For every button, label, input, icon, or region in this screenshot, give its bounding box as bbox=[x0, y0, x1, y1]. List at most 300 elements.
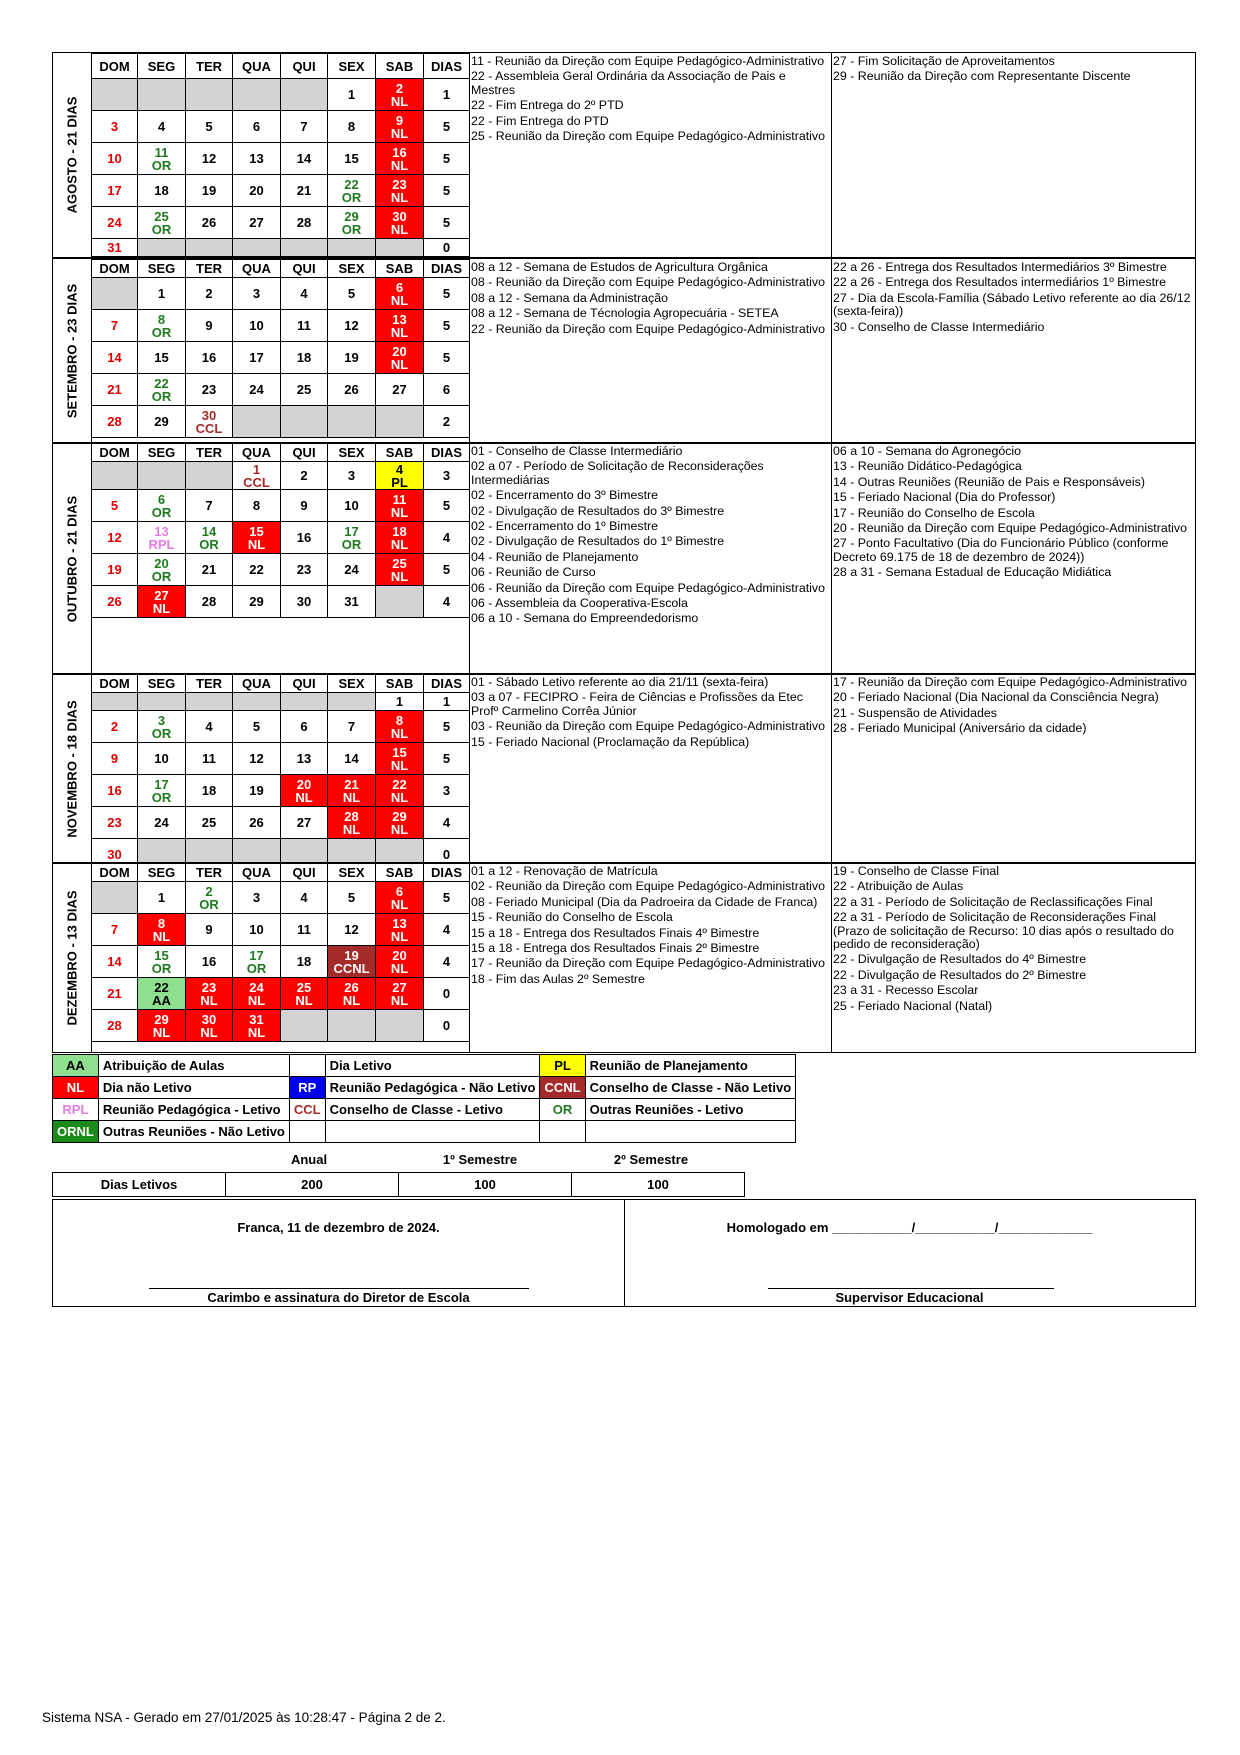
day-cell bbox=[328, 143, 376, 175]
event-item: 28 - Feriado Municipal (Aniversário da cidade) bbox=[833, 721, 1087, 736]
week-days-count bbox=[424, 310, 470, 342]
day-number: 15 bbox=[154, 947, 169, 963]
days-count-value: 1 bbox=[442, 87, 451, 102]
day-code: NL bbox=[390, 928, 409, 944]
day-cell bbox=[186, 342, 233, 374]
day-number: 26 bbox=[201, 215, 217, 230]
event-item: 22 - Atribuição de Aulas bbox=[833, 879, 964, 894]
day-cell bbox=[138, 711, 186, 743]
day-number: 24 bbox=[154, 815, 169, 830]
day-cell bbox=[281, 586, 328, 618]
day-number: 27 bbox=[249, 215, 264, 230]
divider bbox=[831, 443, 832, 674]
day-cell bbox=[328, 310, 376, 342]
day-number: 4 bbox=[205, 719, 213, 734]
day-number: 13 bbox=[154, 523, 169, 539]
day-cell bbox=[281, 775, 328, 807]
day-code: NL bbox=[200, 1024, 218, 1040]
week-days-count bbox=[424, 807, 470, 839]
day-cell bbox=[186, 374, 233, 406]
day-number: 26 bbox=[344, 979, 359, 995]
day-code: NL bbox=[390, 125, 409, 141]
month-calendar-grid bbox=[91, 863, 470, 1042]
week-row bbox=[92, 278, 470, 310]
page-footer: Sistema NSA - Gerado em 27/01/2025 às 10:28:47 - Página 2 de 2. bbox=[42, 1710, 446, 1725]
day-code: NL bbox=[390, 189, 409, 205]
day-number: 7 bbox=[110, 318, 119, 333]
day-cell bbox=[92, 143, 138, 175]
day-cell bbox=[281, 143, 328, 175]
month-label bbox=[53, 53, 92, 257]
day-cell bbox=[233, 839, 281, 865]
day-number: 19 bbox=[249, 783, 264, 798]
day-number: 1 bbox=[395, 694, 404, 709]
day-cell bbox=[233, 310, 281, 342]
divider bbox=[831, 674, 832, 863]
week-row bbox=[92, 946, 470, 978]
event-item: 27 - Dia da Escola-Família (Sábado Letivo referente ao dia 26/12 (sexta-feira)) bbox=[833, 290, 1191, 319]
legend-description: Conselho de Classe - Letivo bbox=[325, 1099, 540, 1121]
week-row bbox=[92, 490, 470, 522]
day-code: NL bbox=[342, 992, 361, 1008]
day-cell bbox=[138, 586, 186, 618]
days-count-value: 5 bbox=[442, 286, 451, 301]
weekday-header: SEX bbox=[328, 864, 376, 882]
week-row bbox=[92, 1010, 470, 1042]
day-number: 16 bbox=[392, 144, 407, 160]
week-days-count bbox=[424, 554, 470, 586]
day-code: OR bbox=[151, 504, 172, 520]
week-row bbox=[92, 342, 470, 374]
day-cell bbox=[186, 743, 233, 775]
day-cell bbox=[233, 342, 281, 374]
week-days-count bbox=[424, 175, 470, 207]
legend-description: Dia não Letivo bbox=[98, 1077, 289, 1099]
day-cell bbox=[233, 554, 281, 586]
day-cell bbox=[92, 586, 138, 618]
day-cell bbox=[376, 1010, 424, 1042]
month-block bbox=[52, 442, 1196, 675]
event-item: 28 a 31 - Semana Estadual de Educação Midiática bbox=[833, 565, 1112, 580]
event-item: 03 a 07 - FECIPRO - Feira de Ciências e Profissões da Etec Profº Carmelino Corrêa Júnior bbox=[471, 690, 803, 718]
days-count-value: 4 bbox=[442, 594, 451, 609]
month-block bbox=[52, 52, 1196, 258]
week-days-count bbox=[424, 693, 470, 711]
days-count-value: 5 bbox=[442, 119, 451, 134]
day-code: CCNL bbox=[333, 960, 370, 976]
week-row bbox=[92, 693, 470, 711]
event-item: 30 - Conselho de Classe Intermediário bbox=[833, 319, 1045, 334]
day-cell bbox=[376, 143, 424, 175]
day-cell bbox=[328, 522, 376, 554]
day-cell bbox=[328, 79, 376, 111]
days-count-value: 1 bbox=[442, 694, 451, 709]
day-number: 5 bbox=[347, 890, 356, 905]
weekday-header: SAB bbox=[376, 864, 424, 882]
week-row bbox=[92, 554, 470, 586]
day-cell bbox=[376, 462, 424, 490]
day-cell bbox=[328, 946, 376, 978]
event-item: 15 - Feriado Nacional (Dia do Professor) bbox=[833, 490, 1056, 505]
day-cell bbox=[281, 175, 328, 207]
day-cell bbox=[186, 807, 233, 839]
day-cell bbox=[376, 807, 424, 839]
event-item: 22 a 31 - Período de Solicitação de Reconsiderações Final (Prazo de solicitação de Recurso: 10 dias após o resultado do pedido de reconsideração) bbox=[833, 910, 1174, 952]
day-code: NL bbox=[390, 157, 409, 173]
day-cell bbox=[138, 978, 186, 1010]
month-label-text: OUTUBRO - 21 DIAS bbox=[64, 495, 80, 622]
day-cell bbox=[281, 490, 328, 522]
week-row bbox=[92, 111, 470, 143]
weekday-header-row bbox=[92, 864, 470, 882]
weekday-header: SEG bbox=[138, 675, 186, 693]
divider bbox=[469, 259, 470, 443]
day-cell bbox=[138, 342, 186, 374]
weekday-header-row bbox=[92, 260, 470, 278]
month-calendar-grid bbox=[91, 443, 470, 618]
week-days-count bbox=[424, 946, 470, 978]
week-row bbox=[92, 839, 470, 865]
day-code: NL bbox=[390, 821, 409, 837]
day-cell bbox=[328, 406, 376, 438]
weekday-header: QUA bbox=[233, 675, 281, 693]
day-code: OR bbox=[151, 388, 172, 404]
day-cell bbox=[186, 207, 233, 239]
event-item: 22 - Reunião da Direção com Equipe Pedagógico-Administrativo bbox=[471, 321, 826, 336]
event-item: 20 - Feriado Nacional (Dia Nacional da Consciência Negra) bbox=[833, 690, 1159, 705]
divider bbox=[469, 863, 470, 1052]
event-item: 15 - Feriado Nacional (Proclamação da República) bbox=[471, 734, 750, 749]
weekday-header: TER bbox=[186, 444, 233, 462]
event-item: 22 a 26 - Entrega dos Resultados Intermediários 3º Bimestre bbox=[833, 260, 1167, 274]
day-cell bbox=[138, 914, 186, 946]
events-right-column bbox=[833, 443, 1193, 674]
event-item: 27 - Fim Solicitação de Aproveitamentos bbox=[833, 54, 1055, 68]
legend-description bbox=[325, 1121, 540, 1143]
day-number: 27 bbox=[392, 979, 407, 995]
event-item: 22 - Fim Entrega do PTD bbox=[471, 113, 609, 128]
days-count-value: 4 bbox=[442, 922, 451, 937]
month-block bbox=[52, 673, 1196, 864]
day-cell bbox=[186, 711, 233, 743]
day-code: CCL bbox=[195, 420, 223, 436]
day-number: 4 bbox=[157, 119, 166, 134]
event-item: 14 - Outras Reuniões (Reunião de Pais e Responsáveis) bbox=[833, 474, 1145, 489]
day-cell bbox=[376, 111, 424, 143]
day-cell bbox=[92, 175, 138, 207]
weekday-header: SEG bbox=[138, 54, 186, 79]
day-number: 14 bbox=[344, 751, 359, 766]
day-cell bbox=[328, 490, 376, 522]
week-row bbox=[92, 711, 470, 743]
day-number: 2 bbox=[110, 719, 119, 734]
day-cell bbox=[376, 239, 424, 257]
week-row bbox=[92, 239, 470, 257]
day-number: 10 bbox=[344, 498, 359, 513]
event-item: 11 - Reunião da Direção com Equipe Pedagógico-Administrativo bbox=[471, 54, 825, 68]
day-number: 30 bbox=[201, 1011, 217, 1027]
events-left-column bbox=[471, 863, 827, 1052]
day-cell bbox=[281, 310, 328, 342]
day-code: NL bbox=[390, 725, 409, 741]
event-item: 17 - Reunião do Conselho de Escola bbox=[833, 505, 1035, 520]
days-count-value: 4 bbox=[442, 530, 451, 545]
week-row bbox=[92, 882, 470, 914]
day-code: NL bbox=[390, 504, 409, 520]
day-cell bbox=[138, 111, 186, 143]
day-number: 15 bbox=[249, 523, 264, 539]
event-item: 20 - Reunião da Direção com Equipe Pedagógico-Administrativo bbox=[833, 521, 1188, 536]
weekday-header: QUA bbox=[233, 54, 281, 79]
month-calendar-grid bbox=[91, 53, 470, 257]
day-cell bbox=[138, 522, 186, 554]
weekday-header: TER bbox=[186, 54, 233, 79]
day-cell bbox=[138, 207, 186, 239]
day-cell bbox=[186, 1010, 233, 1042]
day-cell bbox=[328, 278, 376, 310]
day-number: 22 bbox=[392, 776, 407, 792]
days-count-value: 5 bbox=[442, 498, 451, 513]
day-number: 10 bbox=[107, 151, 122, 166]
day-cell bbox=[281, 278, 328, 310]
day-number: 7 bbox=[205, 498, 213, 513]
day-number: 30 bbox=[392, 208, 407, 224]
day-cell bbox=[92, 522, 138, 554]
day-cell bbox=[281, 374, 328, 406]
legend-description: Reunião de Planejamento bbox=[585, 1055, 796, 1077]
day-code: NL bbox=[390, 536, 409, 552]
summary-header-sem2: 2º Semestre bbox=[613, 1152, 689, 1167]
legend-code: CCL bbox=[289, 1099, 325, 1121]
month-label-text: SETEMBRO - 23 DIAS bbox=[64, 283, 80, 419]
day-code: OR bbox=[151, 324, 172, 340]
events-right-column bbox=[833, 674, 1193, 863]
legend-code: ORNL bbox=[53, 1121, 99, 1143]
weekday-header: QUI bbox=[281, 864, 328, 882]
day-number: 22 bbox=[344, 176, 359, 192]
days-count-value: 0 bbox=[442, 986, 451, 1001]
day-cell bbox=[233, 693, 281, 711]
event-item: 02 - Reunião da Direção com Equipe Pedagógico-Administrativo bbox=[471, 879, 826, 894]
legend-table bbox=[52, 1054, 796, 1143]
day-number: 24 bbox=[249, 979, 264, 995]
day-number: 9 bbox=[110, 751, 119, 766]
day-cell bbox=[92, 310, 138, 342]
event-item: 22 a 26 - Entrega dos Resultados intermediários 1º Bimestre bbox=[833, 275, 1167, 290]
day-cell bbox=[92, 207, 138, 239]
day-cell bbox=[376, 207, 424, 239]
day-code: NL bbox=[390, 93, 409, 109]
weekday-header: DOM bbox=[92, 864, 138, 882]
legend-description: Outras Reuniões - Não Letivo bbox=[98, 1121, 289, 1143]
supervisor-signature-area bbox=[624, 1200, 1195, 1306]
day-cell bbox=[92, 342, 138, 374]
day-number: 13 bbox=[296, 751, 312, 766]
day-number: 7 bbox=[300, 119, 308, 134]
day-number: 16 bbox=[201, 350, 217, 365]
day-number: 27 bbox=[154, 587, 169, 603]
day-code: NL bbox=[390, 960, 409, 976]
day-number: 25 bbox=[296, 382, 312, 397]
day-code: CCL bbox=[243, 474, 270, 490]
day-code: RPL bbox=[148, 536, 175, 552]
day-number: 3 bbox=[110, 119, 119, 134]
weekday-header: SAB bbox=[376, 444, 424, 462]
month-label bbox=[53, 443, 92, 674]
day-cell bbox=[233, 978, 281, 1010]
day-cell bbox=[281, 1010, 328, 1042]
day-cell bbox=[186, 490, 233, 522]
event-item: 02 - Divulgação de Resultados do 1º Bimestre bbox=[471, 534, 725, 549]
day-cell bbox=[328, 882, 376, 914]
day-code: NL bbox=[247, 536, 266, 552]
day-number: 14 bbox=[296, 151, 312, 166]
day-number: 6 bbox=[395, 883, 404, 899]
day-number: 11 bbox=[297, 922, 311, 937]
day-number: 18 bbox=[154, 183, 169, 198]
week-days-count bbox=[424, 111, 470, 143]
day-number: 25 bbox=[392, 555, 407, 571]
event-item: 13 - Reunião Didático-Pedagógica bbox=[833, 459, 1022, 474]
weekday-header: SEG bbox=[138, 864, 186, 882]
weekday-header: DOM bbox=[92, 675, 138, 693]
days-count-value: 5 bbox=[442, 719, 451, 734]
day-cell bbox=[92, 111, 138, 143]
day-number: 29 bbox=[392, 808, 407, 824]
event-item: 02 - Encerramento do 1º Bimestre bbox=[471, 519, 659, 534]
week-days-count bbox=[424, 1010, 470, 1042]
day-cell bbox=[376, 374, 424, 406]
day-number: 13 bbox=[392, 915, 407, 931]
week-row bbox=[92, 743, 470, 775]
weekday-header: DIAS bbox=[424, 675, 470, 693]
day-cell bbox=[138, 554, 186, 586]
day-cell bbox=[92, 406, 138, 438]
day-cell bbox=[376, 978, 424, 1010]
day-number: 1 bbox=[347, 87, 356, 102]
homologado-text: Homologado em ___________/___________/_____________ bbox=[726, 1220, 1093, 1235]
day-cell bbox=[328, 693, 376, 711]
day-number: 1 bbox=[157, 286, 166, 301]
day-number: 5 bbox=[347, 286, 356, 301]
legend-code: RPL bbox=[53, 1099, 99, 1121]
event-item: 25 - Reunião da Direção com Equipe Pedagógico-Administrativo bbox=[471, 129, 826, 144]
legend-code: CCNL bbox=[540, 1077, 585, 1099]
day-cell bbox=[376, 711, 424, 743]
day-code: NL bbox=[342, 821, 361, 837]
weekday-header: QUA bbox=[233, 260, 281, 278]
week-days-count bbox=[424, 743, 470, 775]
week-days-count bbox=[424, 79, 470, 111]
day-number: 29 bbox=[344, 208, 359, 224]
day-number: 20 bbox=[392, 947, 407, 963]
day-number: 23 bbox=[107, 815, 122, 830]
day-number: 16 bbox=[107, 783, 122, 798]
week-row bbox=[92, 374, 470, 406]
days-count-value: 3 bbox=[442, 783, 451, 798]
day-number: 5 bbox=[110, 498, 119, 513]
week-row bbox=[92, 175, 470, 207]
supervisor-caption: Supervisor Educacional bbox=[835, 1290, 984, 1305]
day-number: 17 bbox=[154, 776, 169, 792]
day-cell bbox=[376, 342, 424, 374]
day-number: 19 bbox=[344, 947, 359, 963]
day-number: 15 bbox=[392, 744, 407, 760]
day-cell bbox=[281, 406, 328, 438]
day-cell bbox=[92, 807, 138, 839]
day-cell bbox=[138, 882, 186, 914]
day-cell bbox=[186, 406, 233, 438]
day-cell bbox=[281, 111, 328, 143]
day-cell bbox=[233, 1010, 281, 1042]
day-cell bbox=[186, 79, 233, 111]
legend-description: Dia Letivo bbox=[325, 1055, 540, 1077]
legend-description: Conselho de Classe - Não Letivo bbox=[585, 1077, 796, 1099]
day-number: 12 bbox=[344, 318, 359, 333]
week-row bbox=[92, 522, 470, 554]
legend-code bbox=[540, 1121, 585, 1143]
weekday-header: SEG bbox=[138, 444, 186, 462]
days-count-value: 5 bbox=[442, 350, 451, 365]
day-cell bbox=[92, 79, 138, 111]
day-code: NL bbox=[390, 221, 409, 237]
day-cell bbox=[138, 743, 186, 775]
day-cell bbox=[138, 175, 186, 207]
weekday-header-row bbox=[92, 444, 470, 462]
event-item: 01 a 12 - Renovação de Matrícula bbox=[471, 864, 658, 878]
day-cell bbox=[376, 175, 424, 207]
day-cell bbox=[281, 522, 328, 554]
day-cell bbox=[138, 490, 186, 522]
event-item: 01 - Sábado Letivo referente ao dia 21/11 (sexta-feira) bbox=[471, 675, 769, 689]
day-number: 14 bbox=[107, 350, 122, 365]
day-cell bbox=[186, 111, 233, 143]
events-right-column bbox=[833, 863, 1193, 1052]
day-number: 3 bbox=[252, 890, 261, 905]
day-number: 21 bbox=[107, 382, 122, 397]
day-cell bbox=[376, 743, 424, 775]
day-cell bbox=[92, 711, 138, 743]
day-number: 12 bbox=[201, 151, 217, 166]
director-signature-area bbox=[53, 1200, 625, 1306]
day-cell bbox=[92, 978, 138, 1010]
weekday-header: QUA bbox=[233, 444, 281, 462]
day-number: 6 bbox=[395, 279, 404, 295]
day-number: 11 bbox=[154, 144, 169, 160]
place-date: Franca, 11 de dezembro de 2024. bbox=[237, 1220, 440, 1235]
week-days-count bbox=[424, 586, 470, 618]
day-cell bbox=[376, 775, 424, 807]
day-number: 3 bbox=[347, 468, 356, 483]
dias-letivos-anual: 200 bbox=[226, 1173, 399, 1197]
week-days-count bbox=[424, 978, 470, 1010]
days-count-value: 6 bbox=[442, 382, 451, 397]
day-number: 4 bbox=[395, 461, 404, 477]
day-cell bbox=[376, 693, 424, 711]
day-cell bbox=[138, 374, 186, 406]
day-cell bbox=[186, 882, 233, 914]
day-cell bbox=[233, 882, 281, 914]
week-row bbox=[92, 775, 470, 807]
day-cell bbox=[233, 490, 281, 522]
day-number: 5 bbox=[205, 119, 213, 134]
day-cell bbox=[233, 711, 281, 743]
events-left-column bbox=[471, 259, 827, 443]
day-cell bbox=[328, 175, 376, 207]
month-calendar-grid bbox=[91, 674, 470, 864]
day-code: NL bbox=[390, 292, 409, 308]
weekday-header: SEX bbox=[328, 54, 376, 79]
